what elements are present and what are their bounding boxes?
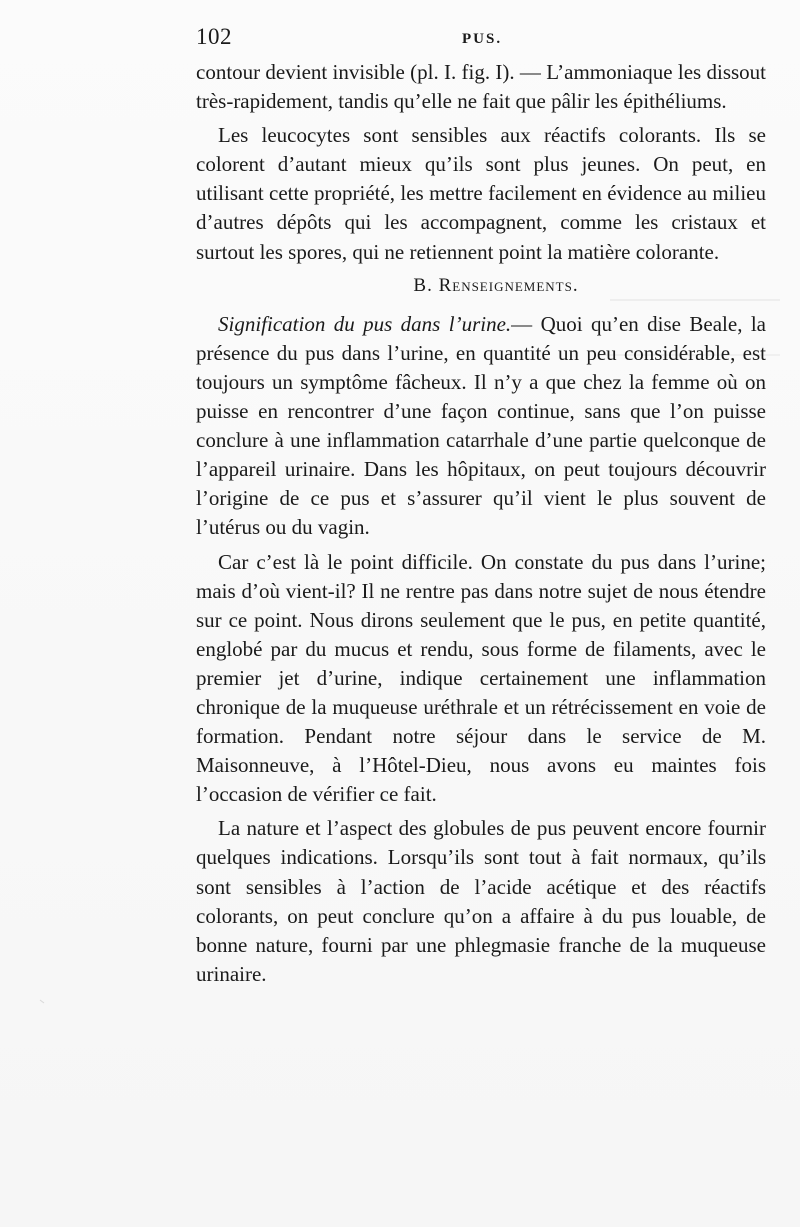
- running-title: PUS.: [462, 31, 503, 47]
- page-number: 102: [196, 24, 232, 49]
- paragraph-signification: [196, 310, 766, 543]
- paragraph-signification-text: — Quoi qu’en dise Beale, la présence du pus dans l’urine, en quantité un peu considérable, est toujours un symptôme fâcheux. Il n’y a que chez la femme où on puisse en rencontrer d’une façon continue, sans que l’on puisse conclure à une inflammation catarrhale d’une partie quelconque de l’appareil urinaire. Dans les hôpitaux, on peut toujours découvrir l’origine de ce pus et s’assurer qu’il vient le plus souvent de l’utérus ou du vagin.: [196, 311, 767, 540]
- page-header: [196, 24, 766, 54]
- paragraph-nature: La nature et l’aspect des globules de pus peuvent encore fournir quelques indications. Lorsqu’ils sont tout à fait normaux, qu’ils sont sensibles à l’action de l’acide acétique et des réactifs colorants, on peut conclure qu’on a affaire à du pus louable, de bonne nature, fourni par une phlegmasie franche de la muqueuse urinaire.: [196, 816, 766, 986]
- paragraph-leucocytes: Les leucocytes sont sensibles aux réactifs colorants. Ils se colorent d’autant mieux qu’ils sont plus jeunes. On peut, en utilisant cette propriété, les mettre facilement en évidence au milieu d’autres dépôts qui les accompagnent, comme les cristaux et surtout les spores, qui ne retiennent point la matière colorante.: [196, 123, 766, 264]
- paragraph-lead-italic: Signification du pus dans l’urine.: [218, 311, 512, 336]
- body-text: [196, 58, 766, 989]
- paragraph-continued: contour devient invisible (pl. I. fig. I). — L’ammoniaque les dissout très-rapidement, tandis qu’elle ne fait que pâlir les épithéliums.: [196, 60, 766, 114]
- paragraph-difficulte: Car c’est là le point difficile. On constate du pus dans l’urine; mais d’où vient-il? Il ne rentre pas dans notre sujet de nous étendre sur ce point. Nous dirons seulement que le pus, en petite quantité, englobé par du mucus et rendu, sous forme de filaments, avec le premier jet d’urine, indique certainement une inflammation chronique de la muqueuse uréthrale et un rétrécissement en voie de formation. Pendant notre séjour dans le service de M. Maisonneuve, à l’Hôtel-Dieu, nous avons eu maintes fois l’occasion de vérifier ce fait.: [196, 549, 766, 807]
- section-heading: [196, 271, 766, 300]
- section-title: Renseignements.: [438, 274, 579, 296]
- section-prefix: B.: [413, 274, 439, 296]
